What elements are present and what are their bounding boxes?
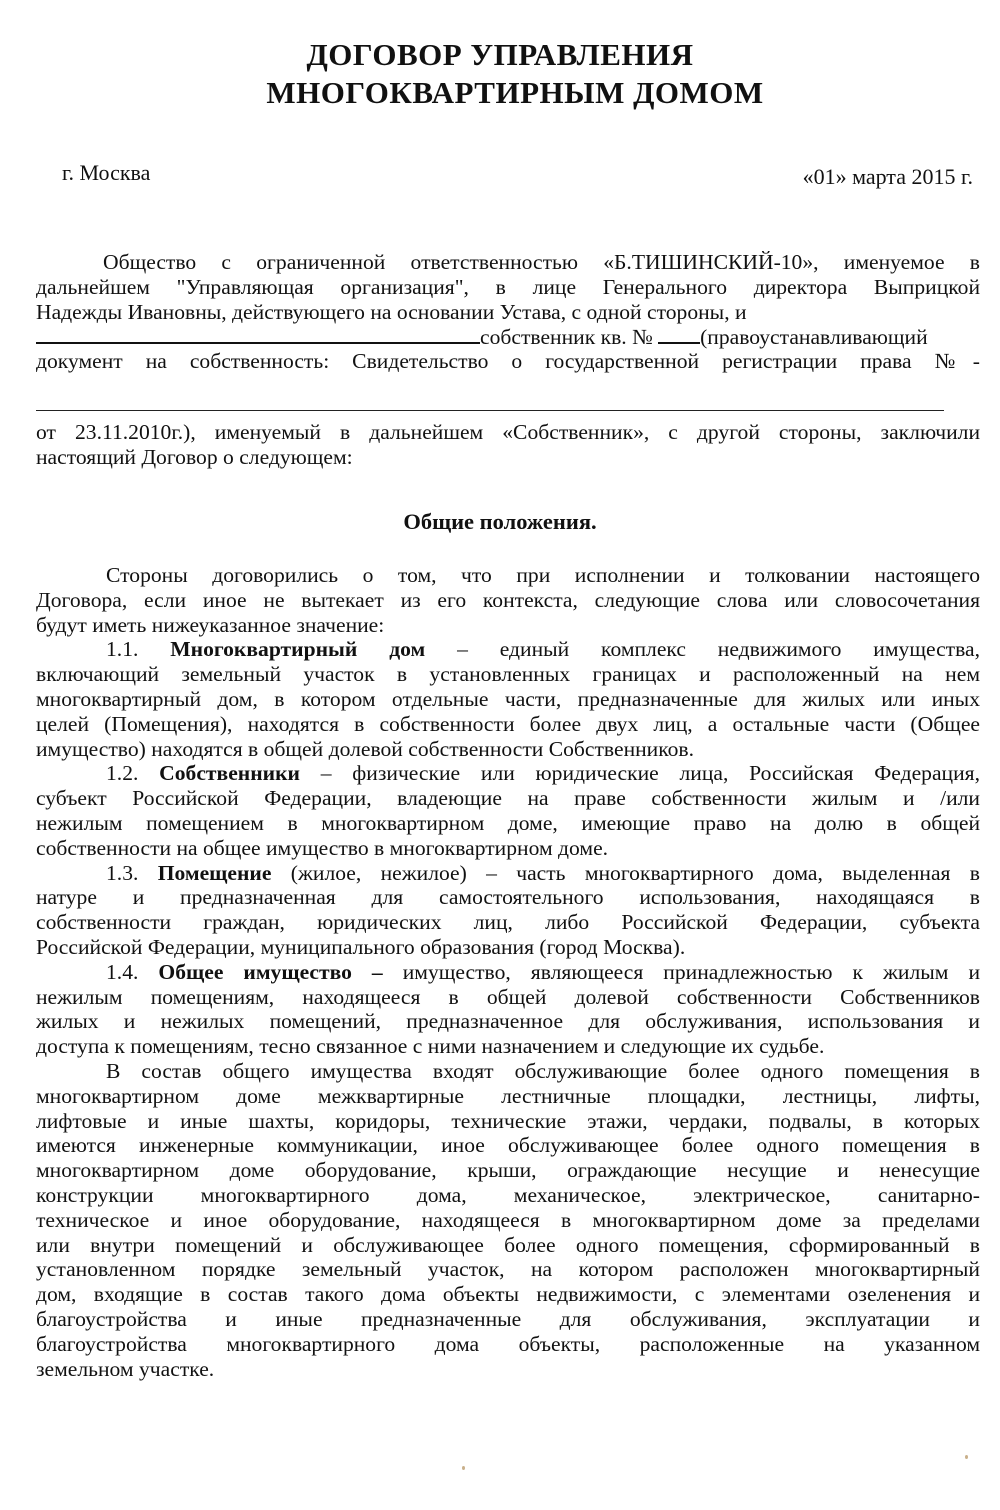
document-title <box>0 36 1000 112</box>
defined-term: Общее имущество – <box>158 959 383 984</box>
preamble-line: документ на собственность: Свидетельство о государственной регистрации права №- <box>36 349 980 374</box>
scan-speck <box>462 1466 465 1470</box>
clause-text: (жилое, нежилое) – часть многоквартирного дома, выделенная в <box>271 860 980 885</box>
composition-line: дом, входящие в состав такого дома объекты недвижимости, с элементами озеленения и <box>36 1282 980 1307</box>
composition-line: земельном участке. <box>36 1356 215 1381</box>
intro-line: будут иметь нижеуказанное значение: <box>36 612 385 637</box>
contract-place: г. Москва <box>62 160 151 185</box>
owner-apartment-label: собственник кв. № <box>480 325 653 350</box>
composition-line: многоквартирном доме межквартирные лестничные площадки, лестницы, лифты, <box>36 1083 980 1108</box>
preamble-continued <box>36 420 980 470</box>
composition-line: конструкции многоквартирного дома, механическое, электрическое, санитарно- <box>36 1182 980 1207</box>
clause-line: включающий земельный участок в установленных границах и расположенный на нем <box>36 662 980 687</box>
clause-1-3-first-line <box>36 861 980 886</box>
clause-line: натуре и предназначенная для самостоятельного использования, находящаяся в <box>36 885 980 910</box>
clause-line: субъект Российской Федерации, владеющие на праве собственности жилым и /или <box>36 786 980 811</box>
clause-number: 1.2. <box>106 761 139 786</box>
clause-line: имущество) находятся в общей долевой собственности Собственников. <box>36 736 695 761</box>
title-document-label: (правоустанавливающий <box>700 325 928 350</box>
clause-text: имущество, являющееся принадлежностью к жилым и <box>382 959 980 984</box>
preamble-line: от 23.11.2010г.), именуемый в дальнейшем «Собственник», с другой стороны, заключили <box>36 420 980 444</box>
composition-line: В состав общего имущества входят обслуживающие более одного помещения в <box>106 1058 980 1083</box>
clause-text: – единый комплекс недвижимого имущества, <box>425 637 980 662</box>
clause-1-2-first-line <box>36 761 980 786</box>
composition-line: или внутри помещений и обслуживающее более одного помещения, сформированный в <box>36 1232 980 1257</box>
clause-line: доступа к помещениям, тесно связанное с ними назначением и следующие их судьбе. <box>36 1034 825 1059</box>
contract-date: «01» марта 2015 г. <box>802 164 973 189</box>
apartment-number-blank <box>658 324 700 344</box>
preamble-line: Общество с ограниченной ответственностью «Б.ТИШИНСКИЙ-10», именуемое в <box>103 250 980 274</box>
clause-number: 1.3. <box>106 860 139 885</box>
preamble-line: настоящий Договор о следующем: <box>36 444 353 469</box>
defined-term: Собственники <box>159 761 300 786</box>
clause-line: собственности граждан, юридических лиц, либо Российской Федерации, субъекта <box>36 910 980 935</box>
clause-line: целей (Помещения), находятся в собственности более двух лиц, а остальные части (Общее <box>36 711 980 736</box>
general-provisions <box>36 563 980 1381</box>
intro-line: Стороны договорились о том, что при исполнении и толковании настоящего <box>106 563 980 587</box>
preamble-owner-line <box>36 324 980 349</box>
scan-speck <box>965 1455 968 1459</box>
clause-number: 1.1. <box>106 637 139 662</box>
composition-line: установленном порядке земельный участок, на котором расположен многоквартирный <box>36 1257 980 1282</box>
composition-line: благоустройства и иные предназначенные для обслуживания, эксплуатации и <box>36 1306 980 1331</box>
composition-line: многоквартирном доме оборудование, крыши, ограждающие несущие и ненесущие <box>36 1158 980 1183</box>
preamble <box>36 250 980 374</box>
clause-1-4-first-line <box>36 960 980 985</box>
registration-number-blank <box>36 410 944 411</box>
owner-name-blank <box>36 324 480 344</box>
composition-line: техническое и иное оборудование, находящееся в многоквартирном доме за пределами <box>36 1207 980 1232</box>
defined-term: Многоквартирный дом <box>170 637 426 662</box>
clause-line: Российской Федерации, муниципального образования (город Москва). <box>36 934 686 959</box>
composition-line: лифтовые и иные шахты, коридоры, технические этажи, чердаки, подвалы, в которых <box>36 1108 980 1133</box>
intro-line: Договора, если иное не вытекает из его контекста, следующие слова или словосочетания <box>36 587 980 612</box>
clause-text: – физические или юридические лица, Российская Федерация, <box>300 761 980 786</box>
clause-line: нежилым помещением в многоквартирном доме, имеющие право на долю в общей <box>36 810 980 835</box>
title-line-1: ДОГОВОР УПРАВЛЕНИЯ <box>306 37 694 72</box>
clause-number: 1.4. <box>106 959 139 984</box>
composition-line: имеются инженерные коммуникации, иное обслуживающее более одного помещения в <box>36 1133 980 1158</box>
clause-line: собственности на общее имущество в многоквартирном доме. <box>36 835 609 860</box>
preamble-line: дальнейшем "Управляющая организация", в лице Генерального директора Выприцкой <box>36 274 980 299</box>
clause-1-1-first-line <box>36 637 980 662</box>
clause-line: многоквартирный дом, в котором отдельные части, предназначенные для жилых или иных <box>36 686 980 711</box>
clause-line: нежилым помещениям, находящееся в общей долевой собственности Собственников <box>36 984 980 1009</box>
composition-line: благоустройства многоквартирного дома объекты, расположенные на указанном <box>36 1331 980 1356</box>
defined-term: Помещение <box>157 860 272 885</box>
title-line-2: МНОГОКВАРТИРНЫМ ДОМОМ <box>266 75 764 110</box>
preamble-line: Надежды Ивановны, действующего на основании Устава, с одной стороны, и <box>36 299 747 324</box>
clause-line: жилых и нежилых помещений, предназначенное для обслуживания, использования и <box>36 1009 980 1034</box>
section-heading: Общие положения. <box>403 509 597 534</box>
